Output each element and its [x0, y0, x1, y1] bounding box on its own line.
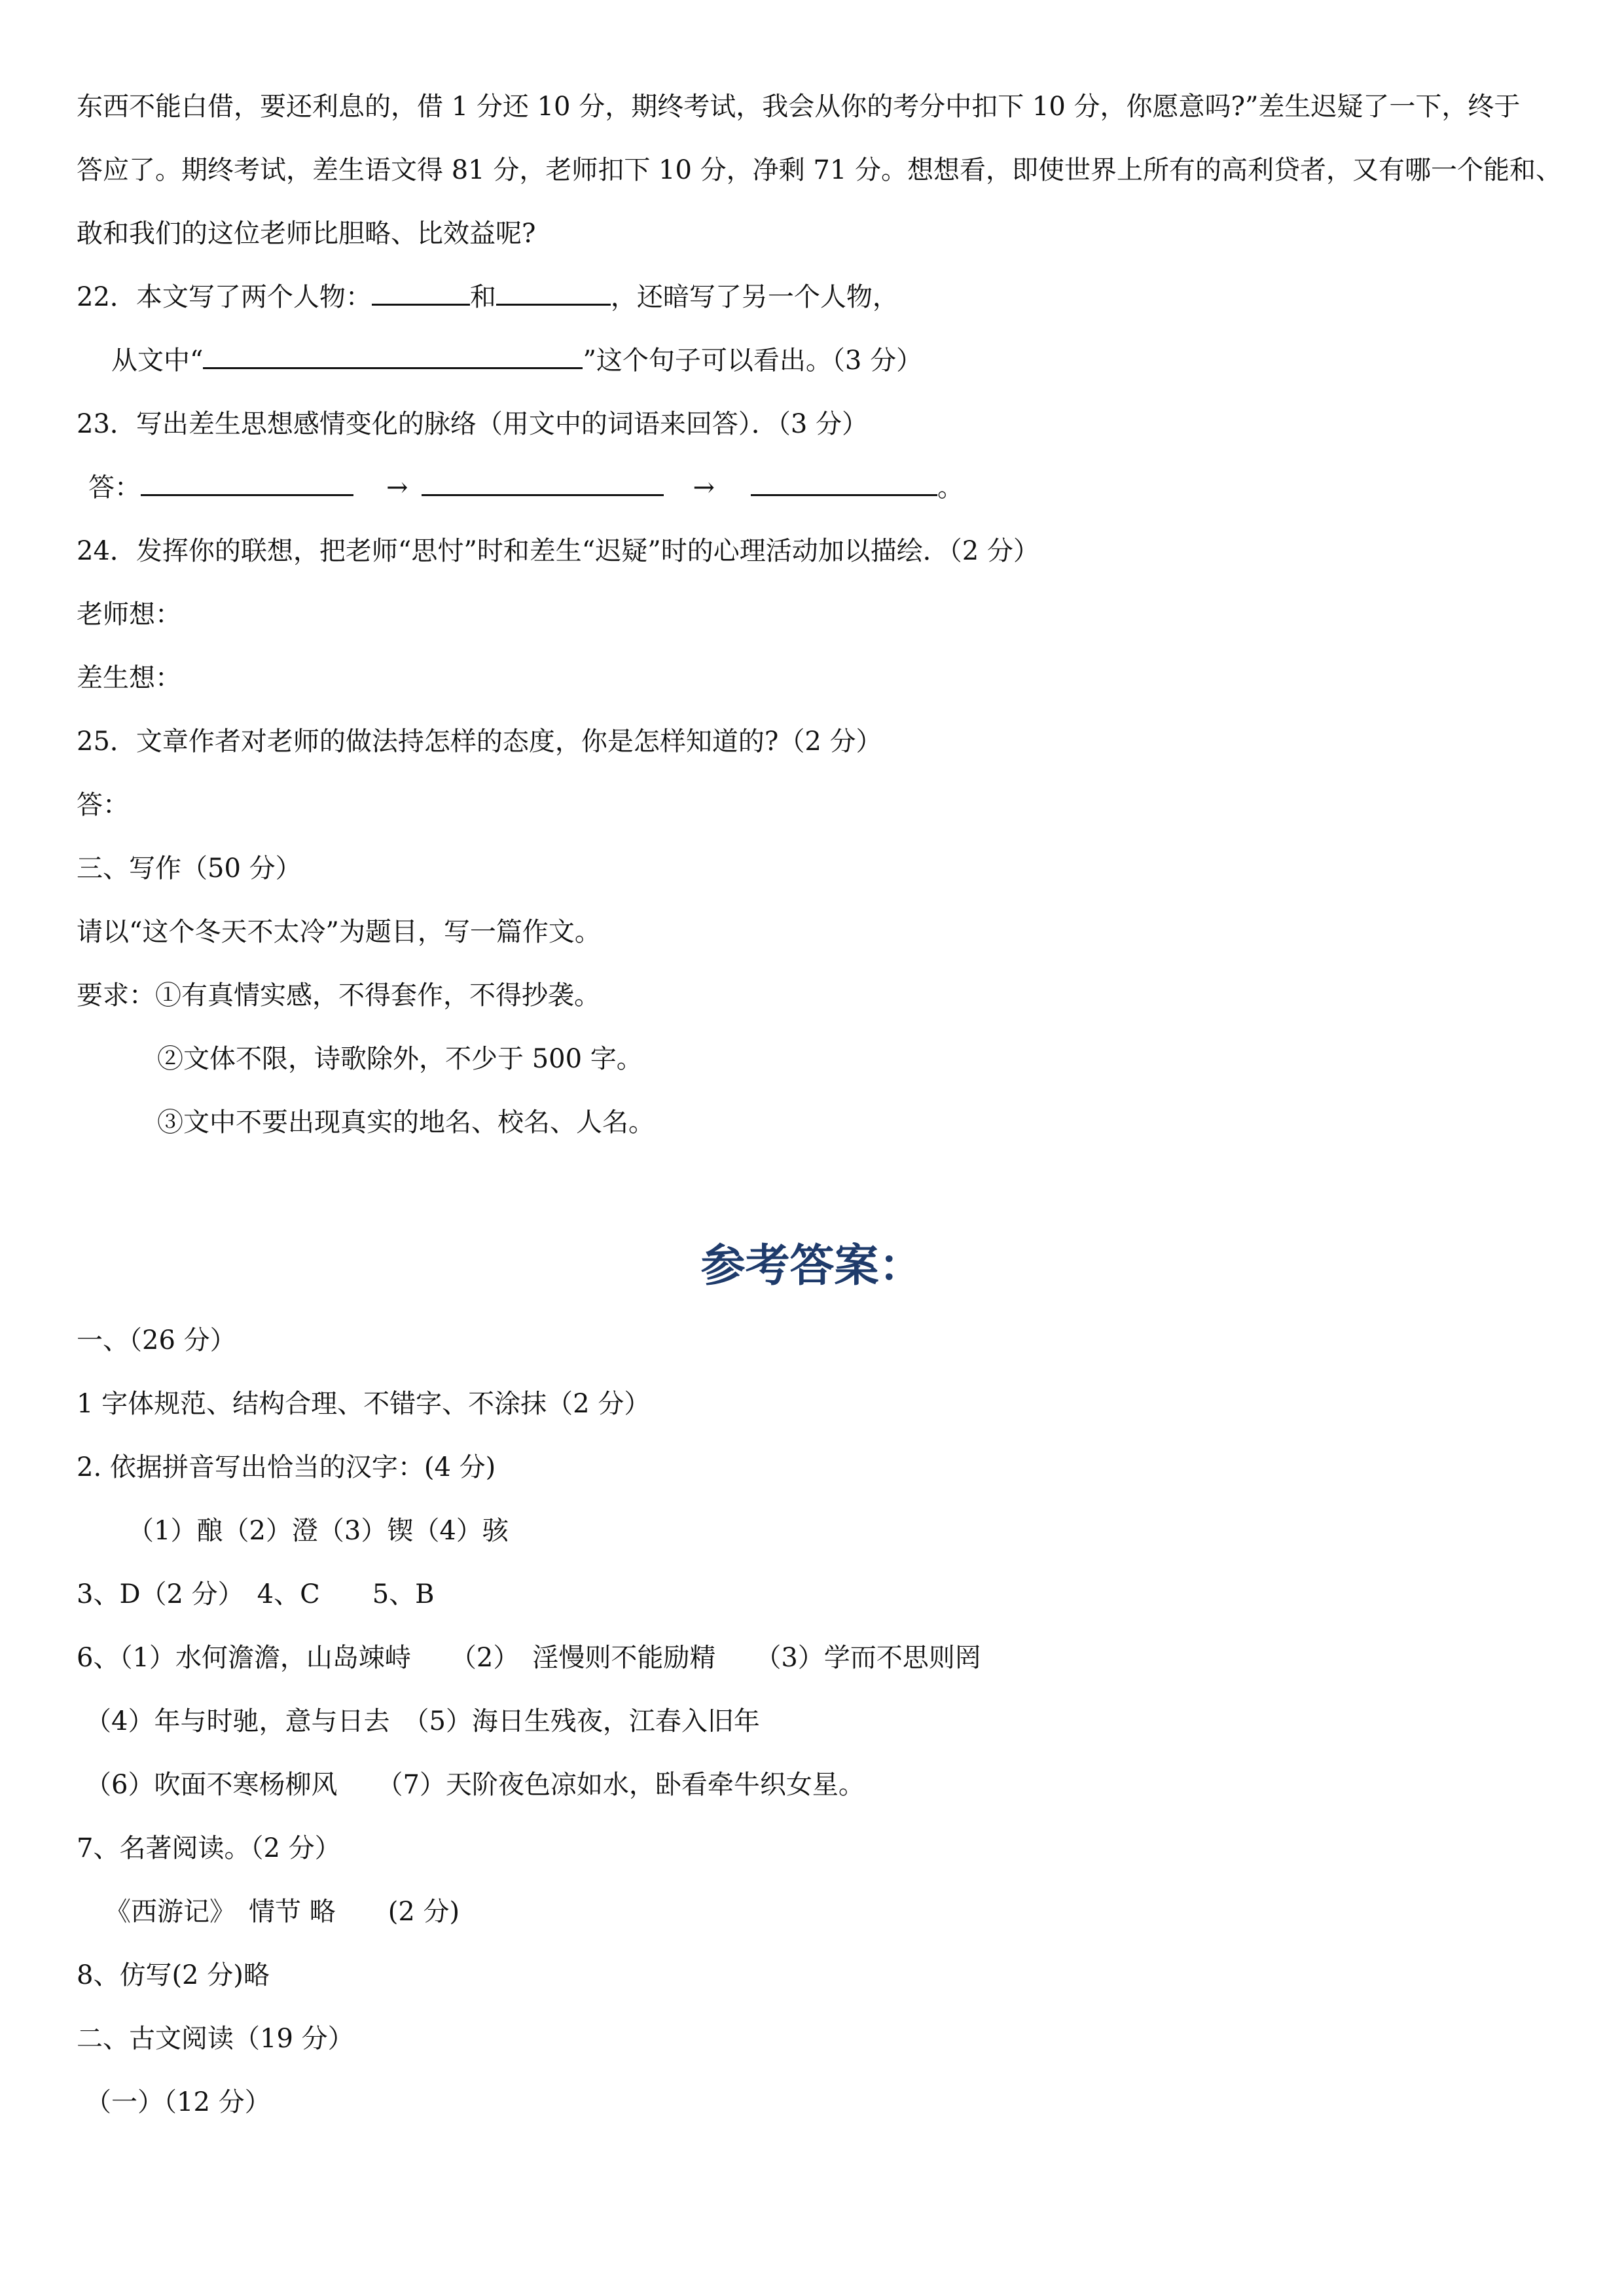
answer-3-5: 3、D（2 分） 4、C 5、B	[77, 1579, 435, 1609]
q22-blank-2[interactable]	[496, 279, 611, 306]
question-23-answer	[88, 468, 964, 507]
q23-arrow-2: →	[693, 473, 715, 503]
q22-blank-3[interactable]	[203, 342, 583, 369]
writing-requirement-2: ②文体不限，诗歌除外，不少于 500 字。	[157, 1044, 643, 1074]
q24-student-label: 差生想：	[77, 663, 181, 693]
q23-end: 。	[937, 473, 964, 503]
answer-7: 7、名著阅读。（2 分）	[77, 1833, 341, 1863]
writing-requirement-3: ③文中不要出现真实的地名、校名、人名。	[157, 1107, 655, 1138]
answer-1: 1 字体规范、结构合理、不错字、不涂抹（2 分）	[77, 1389, 651, 1419]
answers-title: 参考答案：	[700, 1240, 924, 1292]
q23-answer-label: 答：	[88, 473, 141, 503]
question-25: 25．文章作者对老师的做法持怎样的态度，你是怎样知道的?（2 分）	[77, 726, 882, 757]
passage-line-2: 答应了。期终考试，差生语文得 81 分，老师扣下 10 分，净剩 71 分。想想看，即使世界上所有的高利贷者，又有哪一个能和、	[77, 155, 1562, 185]
answer-2: 2. 依据拼音写出恰当的汉字：(4 分)	[77, 1452, 496, 1482]
question-23: 23．写出差生思想感情变化的脉络（用文中的词语来回答）．（3 分）	[77, 409, 869, 439]
q25-answer-label: 答：	[77, 790, 129, 820]
question-22	[77, 278, 899, 317]
q23-blank-2[interactable]	[422, 469, 664, 496]
answer-7-detail: 《西游记》 情节 略 (2 分)	[105, 1897, 460, 1927]
q22-line2-a: 从文中“	[111, 346, 204, 376]
answer-2-items: （1）酿（2）澄（3）锲（4）骇	[128, 1516, 509, 1546]
writing-heading: 三、写作（50 分）	[77, 853, 302, 884]
writing-prompt: 请以“这个冬天不太冷”为题目，写一篇作文。	[77, 917, 601, 947]
answer-6-line-1: 6、（1）水何澹澹，山岛竦峙 （2） 淫慢则不能励精 （3）学而不思则罔	[77, 1643, 981, 1673]
answer-8: 8、仿写(2 分)略	[77, 1960, 270, 1990]
question-24: 24．发挥你的联想，把老师“思忖”时和差生“迟疑”时的心理活动加以描绘．（2 分）	[77, 536, 1039, 566]
passage-line-1: 东西不能白借，要还利息的，借 1 分还 10 分，期终考试，我会从你的考分中扣下 10 分，你愿意吗?”差生迟疑了一下，终于	[77, 92, 1521, 122]
q22-line2-b: ”这个句子可以看出。（3 分）	[583, 346, 923, 376]
answer-6-line-3: （6）吹面不寒杨柳风 （7）天阶夜色凉如水，卧看牵牛织女星。	[85, 1770, 865, 1800]
question-22-line-2	[111, 341, 922, 380]
q24-teacher-label: 老师想：	[77, 600, 181, 630]
answers-section-2-1: （一）（12 分）	[85, 2087, 271, 2117]
answer-6-line-2: （4）年与时驰，意与日去 （5）海日生残夜，江春入旧年	[85, 1706, 760, 1736]
q22-and: 和	[469, 282, 496, 312]
answers-section-2: 二、古文阅读（19 分）	[77, 2024, 354, 2054]
writing-requirement-1: 要求：①有真情实感，不得套作，不得抄袭。	[77, 980, 600, 1011]
q22-text-a: 22．本文写了两个人物：	[77, 282, 372, 312]
q22-blank-1[interactable]	[372, 279, 470, 306]
q22-text-b: ，还暗写了另一个人物，	[610, 282, 899, 312]
passage-line-3: 敢和我们的这位老师比胆略、比效益呢?	[77, 219, 536, 249]
q23-blank-3[interactable]	[751, 469, 937, 496]
q23-blank-1[interactable]	[141, 469, 353, 496]
q23-arrow-1: →	[386, 473, 408, 503]
answers-section-1: 一、（26 分）	[77, 1325, 236, 1355]
